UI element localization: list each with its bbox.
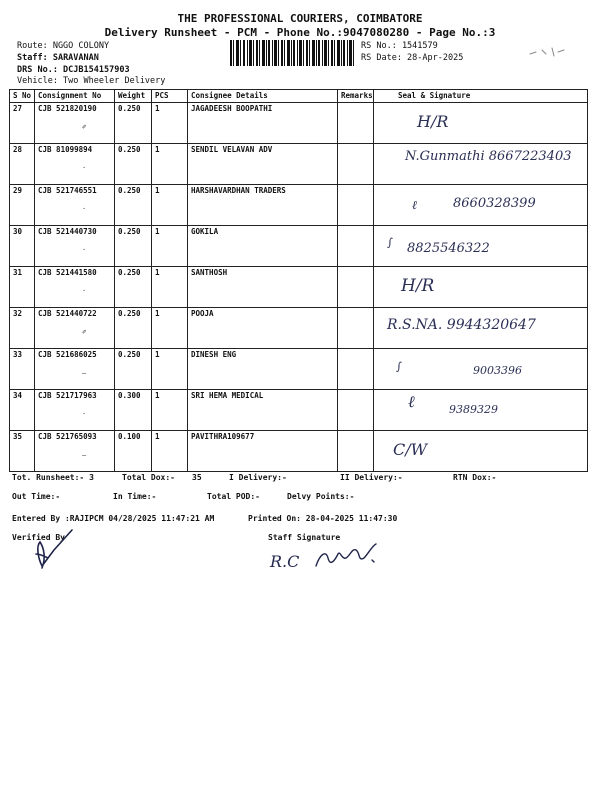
signature-handwriting: 8660328399 bbox=[453, 196, 536, 211]
consignment-number: CJB 521441580 bbox=[38, 268, 97, 277]
cell-remarks bbox=[338, 103, 374, 144]
table-row bbox=[10, 349, 588, 390]
cell-signature bbox=[374, 349, 588, 390]
cell-sno: 33 bbox=[10, 349, 35, 390]
cell-signature bbox=[374, 267, 588, 308]
col-header-consignment: Consignment No bbox=[35, 90, 115, 103]
entered-by: Entered By :RAJIPCM 04/28/2025 11:47:21 AM bbox=[12, 514, 215, 523]
cell-pcs: 1 bbox=[152, 390, 188, 431]
cell-signature bbox=[374, 185, 588, 226]
verified-by-label: Verified By bbox=[12, 533, 65, 542]
cell-sno: 32 bbox=[10, 308, 35, 349]
col-header-remarks: Remarks bbox=[338, 90, 374, 103]
signature-handwriting: 9003396 bbox=[473, 364, 522, 377]
consignment-number: CJB 521440722 bbox=[38, 309, 97, 318]
consignment-number: CJB 521686025 bbox=[38, 350, 97, 359]
cell-consignment bbox=[35, 185, 115, 226]
signature-handwriting: N.Gunmathi 8667223403 bbox=[405, 149, 572, 164]
table-row bbox=[10, 308, 588, 349]
cell-remarks bbox=[338, 390, 374, 431]
cell-weight: 0.100 bbox=[115, 431, 152, 472]
cell-consignment bbox=[35, 349, 115, 390]
printed-on: Printed On: 28-04-2025 11:47:30 bbox=[248, 514, 398, 523]
rtn-dox: RTN Dox:- bbox=[453, 473, 497, 482]
total-dox-value: 35 bbox=[192, 473, 202, 482]
cell-consignment bbox=[35, 226, 115, 267]
initials-scribble-icon: ℓ bbox=[408, 392, 415, 411]
ii-delivery: II Delivery:- bbox=[340, 473, 403, 482]
rs-date: RS Date: 28-Apr-2025 bbox=[361, 53, 464, 63]
cell-pcs: 1 bbox=[152, 431, 188, 472]
initials-scribble-icon: ∫ bbox=[396, 360, 402, 373]
cell-consignee: JAGADEESH BOOPATHI bbox=[188, 103, 338, 144]
table-row bbox=[10, 267, 588, 308]
consignment-number: CJB 521746551 bbox=[38, 186, 97, 195]
table-header-row bbox=[10, 90, 588, 103]
pen-mark-icon: · bbox=[82, 287, 87, 295]
table-row bbox=[10, 431, 588, 472]
consignment-number: CJB 521440730 bbox=[38, 227, 97, 236]
consignment-number: CJB 521820190 bbox=[38, 104, 97, 113]
cell-consignee: DINESH ENG bbox=[188, 349, 338, 390]
cell-sno: 31 bbox=[10, 267, 35, 308]
col-header-weight: Weight bbox=[115, 90, 152, 103]
cell-sno: 30 bbox=[10, 226, 35, 267]
total-dox-label: Total Dox:- bbox=[122, 473, 175, 482]
table-row bbox=[10, 390, 588, 431]
tot-runsheet: Tot. Runsheet:- 3 bbox=[12, 473, 94, 482]
pen-mark-icon: · bbox=[82, 410, 87, 418]
cell-pcs: 1 bbox=[152, 226, 188, 267]
cell-signature bbox=[374, 103, 588, 144]
col-header-pcs: PCS bbox=[152, 90, 188, 103]
cell-weight: 0.300 bbox=[115, 390, 152, 431]
cell-pcs: 1 bbox=[152, 144, 188, 185]
table-row bbox=[10, 103, 588, 144]
cell-remarks bbox=[338, 267, 374, 308]
cell-weight: 0.250 bbox=[115, 267, 152, 308]
drs-number: DRS No.: DCJB154157903 bbox=[17, 65, 130, 75]
table-row bbox=[10, 185, 588, 226]
cell-consignee: GOKILA bbox=[188, 226, 338, 267]
cell-weight: 0.250 bbox=[115, 226, 152, 267]
pen-mark-icon: – bbox=[82, 451, 87, 459]
cell-consignee: SRI HEMA MEDICAL bbox=[188, 390, 338, 431]
cell-pcs: 1 bbox=[152, 308, 188, 349]
cell-consignee: SANTHOSH bbox=[188, 267, 338, 308]
route: Route: NGGO COLONY bbox=[17, 41, 110, 51]
cell-consignee: POOJA bbox=[188, 308, 338, 349]
signature-handwriting: 9389329 bbox=[449, 403, 498, 416]
rs-number: RS No.: 1541579 bbox=[361, 41, 438, 51]
cell-sno: 28 bbox=[10, 144, 35, 185]
cell-sno: 29 bbox=[10, 185, 35, 226]
cell-consignment bbox=[35, 431, 115, 472]
cell-consignee: HARSHAVARDHAN TRADERS bbox=[188, 185, 338, 226]
total-pod: Total POD:- bbox=[207, 492, 260, 501]
cell-consignment bbox=[35, 390, 115, 431]
staff-signature-label: Staff Signature bbox=[268, 533, 341, 542]
signature-handwriting: H/R bbox=[417, 112, 449, 131]
cell-weight: 0.250 bbox=[115, 103, 152, 144]
cell-pcs: 1 bbox=[152, 349, 188, 390]
vehicle: Vehicle: Two Wheeler Delivery bbox=[17, 76, 166, 86]
i-delivery: I Delivery:- bbox=[229, 473, 287, 482]
table-row bbox=[10, 226, 588, 267]
cell-remarks bbox=[338, 349, 374, 390]
staff-signature-handwriting: R.C bbox=[270, 552, 300, 571]
col-header-seal-signature: Seal & Signature bbox=[374, 90, 588, 103]
cell-remarks bbox=[338, 308, 374, 349]
staff-label: Staff: bbox=[17, 53, 53, 63]
cell-signature bbox=[374, 226, 588, 267]
col-header-sno: S No bbox=[10, 90, 35, 103]
cell-weight: 0.250 bbox=[115, 308, 152, 349]
cell-remarks bbox=[338, 226, 374, 267]
verifier-signature-icon bbox=[14, 528, 84, 572]
signature-handwriting: R.S.NA. 9944320647 bbox=[387, 317, 536, 333]
pen-mark-icon: · bbox=[82, 164, 87, 172]
consignment-number: CJB 81099894 bbox=[38, 145, 93, 154]
cell-signature bbox=[374, 144, 588, 185]
cell-remarks bbox=[338, 185, 374, 226]
company-title: THE PROFESSIONAL COURIERS, COIMBATORE bbox=[177, 12, 423, 25]
staff-signature-scribble-icon bbox=[312, 540, 388, 574]
cell-remarks bbox=[338, 144, 374, 185]
cell-consignee: SENDIL VELAVAN ADV bbox=[188, 144, 338, 185]
cell-consignment bbox=[35, 144, 115, 185]
cell-weight: 0.250 bbox=[115, 185, 152, 226]
cell-consignee: PAVITHRA109677 bbox=[188, 431, 338, 472]
out-time: Out Time:- bbox=[12, 492, 61, 501]
cell-signature bbox=[374, 390, 588, 431]
cell-pcs: 1 bbox=[152, 267, 188, 308]
in-time: In Time:- bbox=[113, 492, 157, 501]
pen-mark-icon: · bbox=[82, 246, 87, 254]
signature-handwriting: H/R bbox=[401, 276, 435, 296]
faint-scribble-icon bbox=[528, 44, 568, 60]
table-row bbox=[10, 144, 588, 185]
consignment-number: CJB 521717963 bbox=[38, 391, 97, 400]
runsheet-subtitle: Delivery Runsheet - PCM - Phone No.:9047080280 - Page No.:3 bbox=[104, 26, 496, 39]
cell-sno: 35 bbox=[10, 431, 35, 472]
signature-handwriting: C/W bbox=[393, 440, 428, 459]
cell-consignment bbox=[35, 308, 115, 349]
cell-consignment bbox=[35, 103, 115, 144]
signature-handwriting: 8825546322 bbox=[407, 241, 490, 256]
pen-mark-icon: – bbox=[82, 369, 87, 377]
cell-weight: 0.250 bbox=[115, 349, 152, 390]
runsheet-table bbox=[9, 89, 588, 472]
cell-consignment bbox=[35, 267, 115, 308]
consignment-number: CJB 521765093 bbox=[38, 432, 97, 441]
staff-name: SARAVANAN bbox=[52, 53, 99, 63]
cell-pcs: 1 bbox=[152, 103, 188, 144]
cell-signature bbox=[374, 308, 588, 349]
pen-mark-icon: ✐ bbox=[82, 123, 87, 131]
staff-line bbox=[17, 53, 99, 63]
cell-signature bbox=[374, 431, 588, 472]
initials-scribble-icon: ∫ bbox=[387, 236, 393, 249]
cell-weight: 0.250 bbox=[115, 144, 152, 185]
pen-mark-icon: · bbox=[82, 205, 87, 213]
cell-remarks bbox=[338, 431, 374, 472]
cell-sno: 27 bbox=[10, 103, 35, 144]
cell-pcs: 1 bbox=[152, 185, 188, 226]
delvy-points: Delvy Points:- bbox=[287, 492, 355, 501]
cell-sno: 34 bbox=[10, 390, 35, 431]
initials-scribble-icon: ℓ bbox=[412, 198, 417, 212]
col-header-consignee: Consignee Details bbox=[188, 90, 338, 103]
barcode-icon bbox=[230, 40, 354, 66]
pen-mark-icon: ✐ bbox=[82, 328, 87, 336]
